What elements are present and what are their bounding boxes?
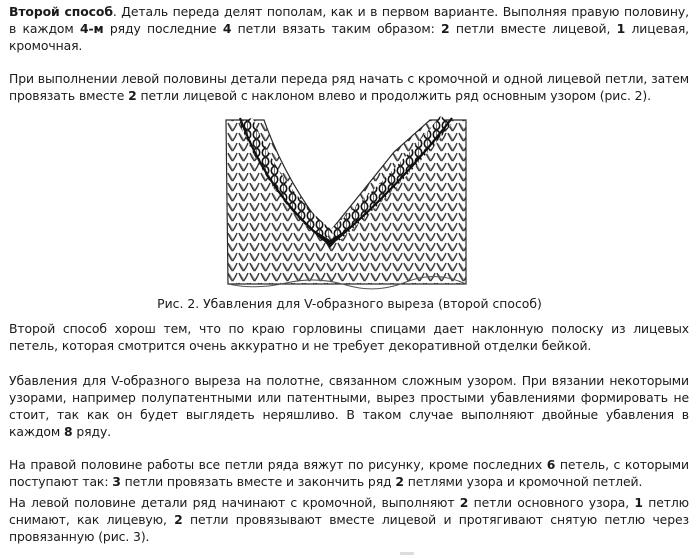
number-bold: 1 xyxy=(616,21,626,36)
figure-caption: Рис. 2. Убавления для V-образного выреза (второй способ) xyxy=(157,296,542,311)
text-run: лицевая, кромочная. xyxy=(9,21,690,53)
paragraph-advantage: Второй способ хорош тем, что по краю горловины спицами дает наклонную полоску из лицевых петель, которая смотрится очень аккуратно и не требует декоративной отделки бейкой. xyxy=(9,321,689,353)
paragraph-second-method xyxy=(9,3,689,54)
knitting-figure xyxy=(216,112,472,292)
paragraph-complex-pattern xyxy=(9,372,689,440)
text-run: петли провязывают вместе лицевой и протягивают снятую петлю через провязанную (рис. 3). xyxy=(9,512,689,544)
number-bold: 3 xyxy=(112,474,121,489)
lead-term: Второй способ xyxy=(9,4,113,19)
text-run: петли лицевой с наклоном влево и продолжить ряд основным узором (рис. 2). xyxy=(136,88,651,103)
paragraph-right-half-work xyxy=(9,456,689,490)
number-bold: 1 xyxy=(634,495,643,510)
paragraph-left-half-detail xyxy=(9,494,689,545)
text-run: На левой половине детали ряд начинают с кромочной, выполняют xyxy=(9,495,460,510)
paragraph-left-half xyxy=(9,70,689,104)
text-run: На правой половине работы все петли ряда вяжут по рисунку, кроме последних xyxy=(9,457,547,472)
text-run: петли провязать вместе и закончить ряд xyxy=(120,474,396,489)
text-run: При выполнении левой половины детали переда ряд начать с кромочной и одной лицевой петли, затем провязать вместе xyxy=(9,71,689,103)
text-run: петли вместе лицевой, xyxy=(449,21,617,36)
text-run: . Деталь переда делят пополам, как и в первом варианте. Выполняя правую половину, в каждом xyxy=(9,4,689,36)
text-run: ряду. xyxy=(72,424,112,439)
text-run: Убавления для V-образного выреза на полотне, связанном сложным узором. При вязании некоторыми узорами, например полупатентными или патентными, вырез простыми убавлениями формировать не стоит, так как он будет выглядеть неряшливо. В таком случае выполняют двойные убавления в каждом xyxy=(9,373,689,439)
number-bold: 2 xyxy=(128,88,137,103)
number-bold: 6 xyxy=(546,457,556,472)
number-bold: 2 xyxy=(174,512,183,527)
text-run: ряду последние xyxy=(103,21,223,36)
number-bold: 2 xyxy=(459,495,469,510)
number-bold: 2 xyxy=(395,474,404,489)
number-bold: 8 xyxy=(63,424,73,439)
scan-artifact xyxy=(400,552,414,555)
text-run: петлю снимают, как лицевую, xyxy=(9,495,689,527)
number-bold: 4 xyxy=(222,21,232,36)
text-run: петли основного узора, xyxy=(468,495,635,510)
number-bold: 2 xyxy=(440,21,450,36)
number-bold: 4-м xyxy=(79,21,104,36)
text-run: петлями узора и кромочной петлей. xyxy=(403,474,643,489)
text-run: петель, с которыми поступают так: xyxy=(9,457,689,489)
text-run: петли вязать таким образом: xyxy=(231,21,441,36)
